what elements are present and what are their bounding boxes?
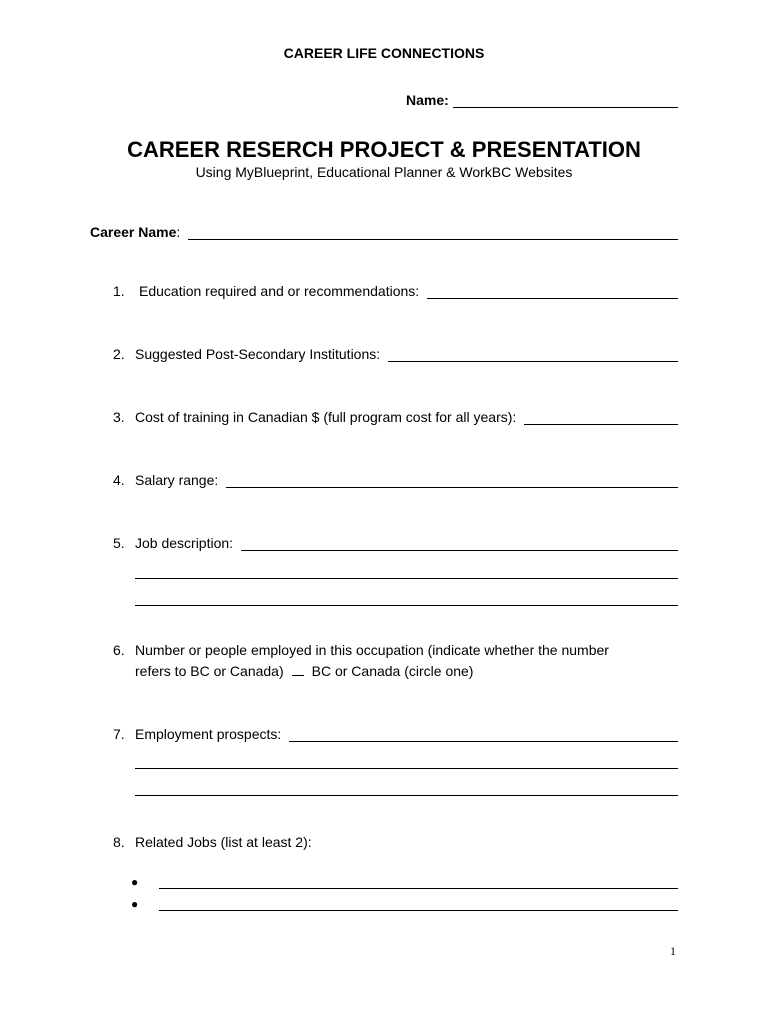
- career-name-field[interactable]: [90, 224, 678, 240]
- answer-blank-line[interactable]: [427, 284, 678, 299]
- question-number: 2.: [113, 346, 125, 362]
- related-job-item[interactable]: [131, 874, 678, 889]
- question-text-line-2-end: BC or Canada (circle one): [311, 663, 474, 679]
- page-subtitle: Using MyBlueprint, Educational Planner & WorkBC Websites: [195, 164, 573, 180]
- answer-blank-line[interactable]: [159, 896, 678, 911]
- question-number: 8.: [113, 834, 125, 850]
- career-name-colon: :: [176, 224, 181, 240]
- question-5[interactable]: [113, 535, 678, 551]
- question-2[interactable]: [113, 346, 678, 362]
- question-4[interactable]: [113, 472, 678, 488]
- answer-blank-line[interactable]: [226, 473, 678, 488]
- answer-blank-line[interactable]: [159, 874, 678, 889]
- question-6: [113, 640, 678, 682]
- name-blank-line[interactable]: [453, 93, 678, 108]
- question-text-line-2-start: refers to BC or Canada): [135, 663, 284, 679]
- career-name-blank-line[interactable]: [188, 225, 678, 240]
- question-number: 1.: [113, 283, 125, 299]
- answer-blank-line[interactable]: [135, 578, 678, 579]
- answer-blank-line[interactable]: [524, 410, 678, 425]
- answer-blank-line[interactable]: [135, 605, 678, 606]
- page-title: CAREER RESERCH PROJECT & PRESENTATION: [127, 137, 641, 162]
- question-number: 5.: [113, 535, 125, 551]
- answer-blank-line[interactable]: [388, 347, 678, 362]
- question-text: Salary range:: [135, 472, 219, 488]
- answer-blank-line[interactable]: [135, 795, 678, 796]
- question-3[interactable]: [113, 409, 678, 425]
- question-text: Job description:: [135, 535, 234, 551]
- question-text: Education required and or recommendations:: [139, 283, 420, 299]
- page-number: 1: [670, 944, 676, 958]
- question-number: 7.: [113, 726, 125, 742]
- question-text: Employment prospects:: [135, 726, 282, 742]
- answer-blank-line[interactable]: [241, 536, 678, 551]
- question-number: 6.: [113, 642, 125, 658]
- question-text-line-1: Number or people employed in this occupation (indicate whether the number: [135, 642, 609, 658]
- question-1[interactable]: [113, 283, 678, 299]
- question-number: 4.: [113, 472, 125, 488]
- short-answer-blank[interactable]: [292, 663, 304, 676]
- name-label: Name:: [406, 92, 449, 108]
- related-job-item[interactable]: [131, 896, 678, 911]
- career-name-label: Career Name: [90, 224, 177, 240]
- question-8: [113, 834, 678, 850]
- question-text: Related Jobs (list at least 2):: [135, 834, 312, 850]
- answer-blank-line[interactable]: [289, 727, 678, 742]
- bullet-icon: ●: [131, 897, 139, 911]
- name-field[interactable]: [406, 92, 678, 108]
- question-text: Suggested Post-Secondary Institutions:: [135, 346, 381, 362]
- course-title: CAREER LIFE CONNECTIONS: [283, 45, 485, 61]
- question-text: Cost of training in Canadian $ (full program cost for all years):: [135, 409, 517, 425]
- bullet-icon: ●: [131, 875, 139, 889]
- question-number: 3.: [113, 409, 125, 425]
- question-7[interactable]: [113, 726, 678, 742]
- answer-blank-line[interactable]: [135, 768, 678, 769]
